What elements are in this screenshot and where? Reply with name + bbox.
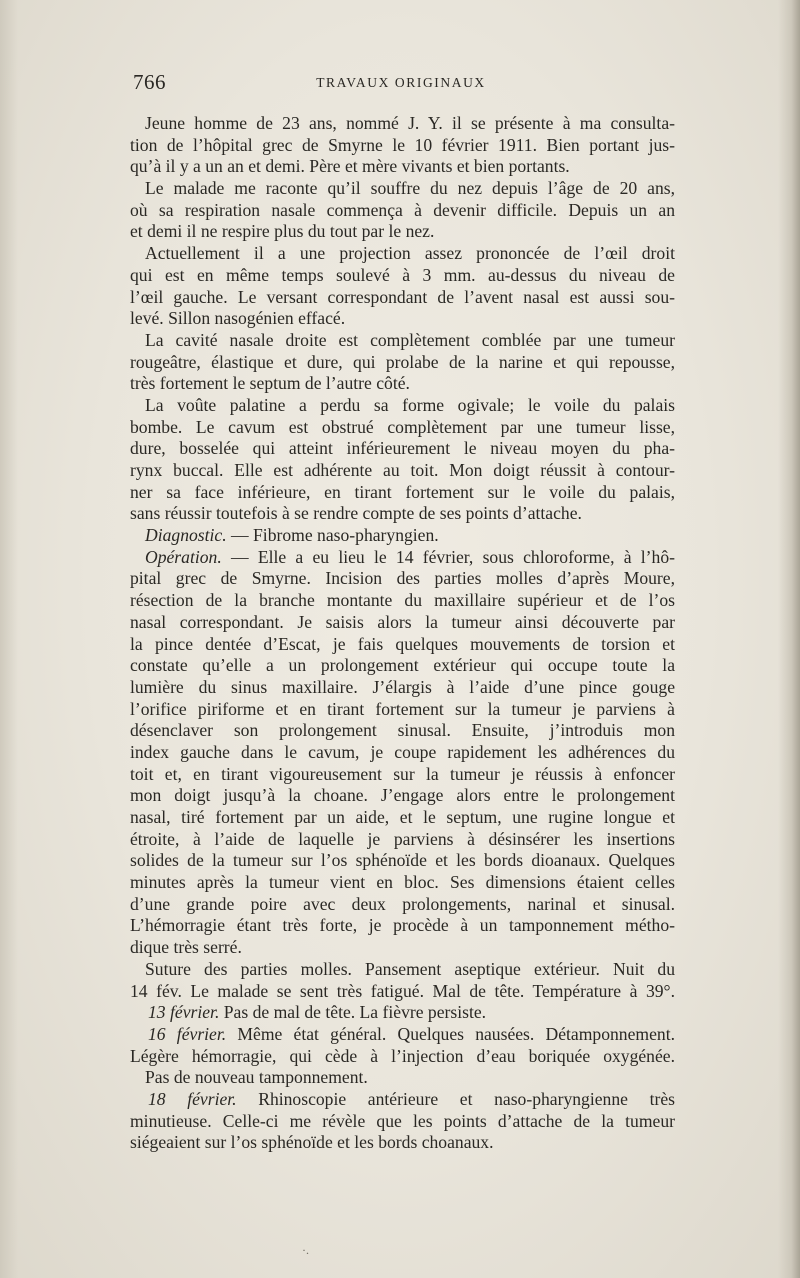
text-line: très fortement le septum de l’autre côté. — [130, 373, 410, 394]
text-line: qui est en même temps soulevé à 3 mm. au-dessus du niveau de — [130, 264, 675, 285]
text-line: constate qu’elle a un prolongement extérieur qui occupe toute la — [130, 655, 675, 676]
text-line: index gauche dans le cavum, je coupe rapidement les adhérences du — [130, 741, 675, 762]
text-line: dure, bosselée qui atteint inférieurement le niveau moyen du pha- — [130, 438, 675, 459]
text-line: rougeâtre, élastique et dure, qui prolabe de la narine et qui repousse, — [130, 351, 675, 372]
text-line: résection de la branche montante du maxillaire supérieur et de l’os — [130, 590, 675, 611]
text-line: tion de l’hôpital grec de Smyrne le 10 février 1911. Bien portant jus- — [130, 134, 675, 155]
text-line: l’œil gauche. Le versant correspondant de l’avent nasal est aussi sou- — [130, 286, 675, 307]
running-head: TRAVAUX ORIGINAUX — [316, 75, 486, 90]
text-line: nasal, tiré fortement par un aide, et le septum, une rugine longue et — [130, 807, 675, 827]
text-line: nasal correspondant. Je saisis alors la tumeur ainsi découverte par — [130, 611, 675, 632]
text-line: pital grec de Smyrne. Incision des parties molles d’après Moure, — [130, 568, 675, 589]
text-line: mon doigt jusqu’à la choane. J’engage alors entre le prolongement — [130, 785, 675, 806]
text-line: bombe. Le cavum est obstrué complètement par une tumeur lisse, — [130, 416, 675, 437]
text-line: minutes après la tumeur vient en bloc. Ses dimensions étaient celles — [130, 872, 675, 893]
text-line: où sa respiration nasale commença à devenir difficile. Depuis un an — [130, 199, 675, 220]
text-line-date-16: 16 février. Même état général. Quelques nausées. Détamponnement. — [148, 1023, 675, 1044]
text-line: qu’à il y a un an et demi. Père et mère vivants et bien portants. — [130, 156, 570, 177]
text-line: solides de la tumeur sur l’os sphénoïde et les bords dioanaux. Quelques — [130, 850, 675, 871]
text-line: Suture des parties molles. Pansement aseptique extérieur. Nuit du — [145, 958, 675, 979]
text-line-date-13: 13 février. Pas de mal de tête. La fièvre persiste. — [148, 1002, 487, 1023]
text-line: La voûte palatine a perdu sa forme ogivale; le voile du palais — [145, 394, 675, 415]
italic-label: Opération. — [145, 546, 222, 567]
text-line: La cavité nasale droite est complètement comblée par une tumeur — [145, 329, 675, 350]
text-line: rynx buccal. Elle est adhérente au toit. Mon doigt réussit à contour- — [130, 460, 675, 480]
text-line: 14 fév. Le malade se sent très fatigué. Mal de tête. Température à 39°. — [130, 980, 675, 1001]
text-line: Jeune homme de 23 ans, nommé J. Y. il se présente à ma consulta- — [145, 113, 675, 133]
stray-ink-mark: ·. — [302, 1243, 309, 1257]
page-header — [133, 70, 669, 100]
body-text — [130, 113, 675, 1154]
text-line: sans réussir toutefois à se rendre compte de ses points d’attache. — [130, 503, 582, 524]
text-line: l’orifice piriforme et en tirant fortement sur la tumeur je parviens à — [130, 698, 675, 719]
text-line-date-18: 18 février. Rhinoscopie antérieure et naso-pharyngienne très — [148, 1088, 675, 1109]
text-line: L’hémorragie étant très forte, je procède à un tamponnement métho- — [130, 915, 675, 936]
page-shadow-right — [778, 0, 800, 1278]
text-line: désenclaver son prolongement sinusal. Ensuite, j’introduis mon — [130, 720, 675, 741]
text-line: lumière du sinus maxillaire. J’élargis à l’aide d’une pince gouge — [130, 676, 675, 697]
text-line: levé. Sillon nasogénien effacé. — [130, 308, 346, 329]
page-shadow-left — [0, 0, 18, 1278]
text-line: minutieuse. Celle-ci me révèle que les points d’attache de la tumeur — [130, 1110, 675, 1131]
text-line: Pas de nouveau tamponnement. — [145, 1067, 368, 1088]
text-line: étroite, à l’aide de laquelle je parviens à désinsérer les insertions — [130, 828, 675, 849]
text-line: ner sa face inférieure, en tirant fortement sur le voile du palais, — [130, 481, 675, 502]
italic-label: 18 février. — [148, 1088, 237, 1109]
page-number: 766 — [133, 70, 166, 94]
italic-label: 13 février. — [148, 1002, 220, 1023]
text-line: siégeaient sur l’os sphénoïde et les bords choanaux. — [130, 1132, 494, 1153]
text-line-operation: Opération. — Elle a eu lieu le 14 février, sous chloroforme, à l’hô- — [145, 546, 675, 567]
text-line: Le malade me raconte qu’il souffre du nez depuis l’âge de 20 ans, — [145, 178, 675, 199]
text-line: d’une grande poire avec deux prolongements, narinal et sinusal. — [130, 893, 675, 914]
text-line: dique très serré. — [130, 937, 242, 958]
text-line: et demi il ne respire plus du tout par le nez. — [130, 221, 435, 242]
italic-label: 16 février. — [148, 1023, 227, 1044]
text-line: toit et, en tirant vigoureusement sur la tumeur je réussis à enfoncer — [130, 763, 675, 784]
text-line-diagnostic: Diagnostic. — Fibrome naso-pharyngien. — [145, 525, 439, 546]
italic-label: Diagnostic. — [145, 525, 227, 546]
text-line: Actuellement il a une projection assez prononcée de l’œil droit — [145, 243, 675, 264]
text-line: la pince dentée d’Escat, je fais quelques mouvements de torsion et — [130, 633, 675, 654]
text-line: Légère hémorragie, qui cède à l’injection d’eau boriquée oxygénée. — [130, 1045, 675, 1066]
